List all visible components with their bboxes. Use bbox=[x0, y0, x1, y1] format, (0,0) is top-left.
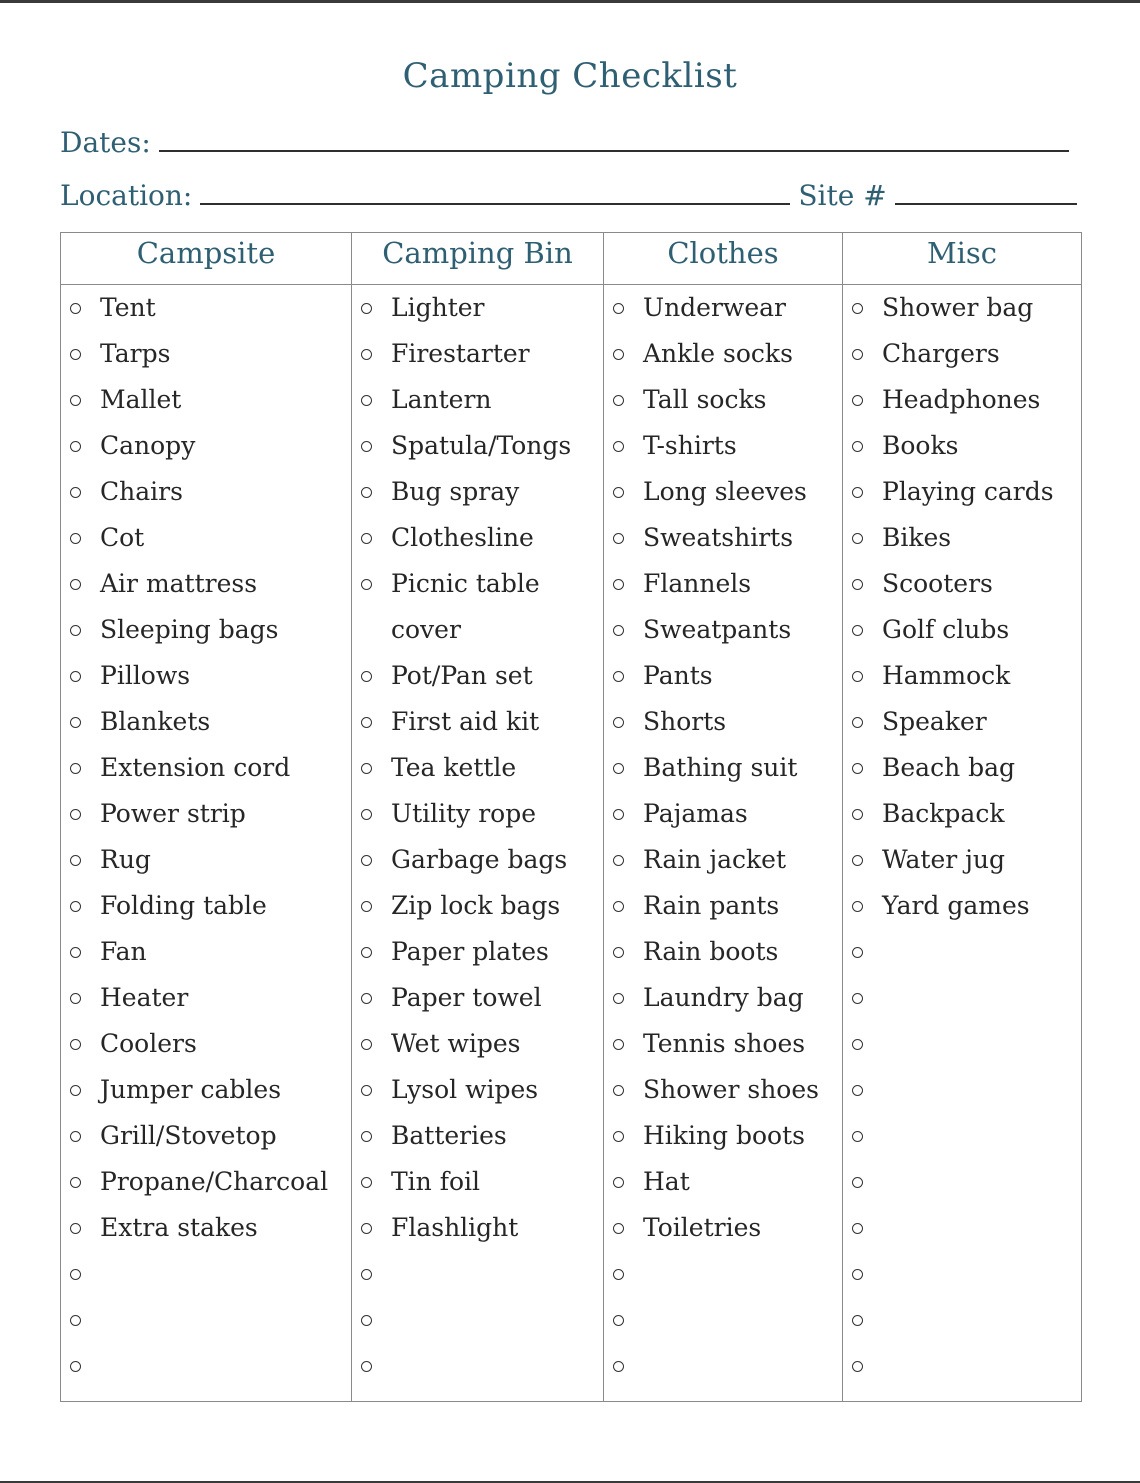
checklist-item[interactable] bbox=[604, 699, 842, 745]
checkbox-circle-icon[interactable] bbox=[70, 671, 81, 682]
checkbox-circle-icon[interactable] bbox=[613, 441, 624, 452]
checkbox-circle-icon[interactable] bbox=[361, 1269, 372, 1280]
checklist-item-label: Lighter bbox=[391, 293, 485, 322]
checklist-item-label: Bikes bbox=[882, 523, 952, 552]
checklist-item-label: Golf clubs bbox=[882, 615, 1010, 644]
checklist-item-label: Tall socks bbox=[643, 385, 767, 414]
checkbox-circle-icon[interactable] bbox=[613, 625, 624, 636]
checklist-item-label: Pillows bbox=[100, 661, 191, 690]
checkbox-circle-icon[interactable] bbox=[361, 1085, 372, 1096]
checkbox-circle-icon[interactable] bbox=[613, 901, 624, 912]
checklist-item[interactable] bbox=[61, 561, 351, 607]
checkbox-circle-icon[interactable] bbox=[361, 717, 372, 728]
checkbox-circle-icon[interactable] bbox=[361, 487, 372, 498]
checklist-item-label: Clothesline bbox=[391, 523, 534, 552]
checklist-item[interactable] bbox=[843, 469, 1081, 515]
checklist-item[interactable] bbox=[843, 653, 1081, 699]
site-fill-line[interactable] bbox=[895, 181, 1077, 205]
checklist-item-label: Folding table bbox=[100, 891, 267, 920]
location-label: Location: bbox=[60, 179, 193, 212]
site-label: Site # bbox=[798, 179, 887, 212]
checklist-item[interactable] bbox=[61, 423, 351, 469]
checkbox-circle-icon[interactable] bbox=[852, 1039, 863, 1050]
checklist-item-label: Batteries bbox=[391, 1121, 507, 1150]
checklist-item[interactable] bbox=[61, 883, 351, 929]
checkbox-circle-icon[interactable] bbox=[852, 763, 863, 774]
checkbox-circle-icon[interactable] bbox=[852, 395, 863, 406]
checkbox-circle-icon[interactable] bbox=[70, 1361, 81, 1372]
checklist-item[interactable] bbox=[604, 745, 842, 791]
checkbox-circle-icon[interactable] bbox=[361, 763, 372, 774]
checklist-item[interactable] bbox=[352, 1159, 603, 1205]
checkbox-circle-icon[interactable] bbox=[70, 533, 81, 544]
checkbox-circle-icon[interactable] bbox=[70, 1223, 81, 1234]
checklist-item[interactable] bbox=[61, 469, 351, 515]
checklist-item-label: Garbage bags bbox=[391, 845, 568, 874]
checklist-item-label: Tin foil bbox=[391, 1167, 481, 1196]
checkbox-circle-icon[interactable] bbox=[361, 855, 372, 866]
checklist-item-label: Playing cards bbox=[882, 477, 1054, 506]
checkbox-circle-icon[interactable] bbox=[70, 441, 81, 452]
checklist-item[interactable] bbox=[352, 883, 603, 929]
checklist-item-label: Shower shoes bbox=[643, 1075, 819, 1104]
checklist-item[interactable] bbox=[352, 1297, 603, 1343]
checklist-item-label: Pot/Pan set bbox=[391, 661, 533, 690]
checklist-item[interactable] bbox=[61, 377, 351, 423]
checkbox-circle-icon[interactable] bbox=[852, 533, 863, 544]
checkbox-circle-icon[interactable] bbox=[70, 1315, 81, 1326]
checkbox-circle-icon[interactable] bbox=[70, 993, 81, 1004]
checkbox-circle-icon[interactable] bbox=[852, 625, 863, 636]
checklist-item[interactable] bbox=[604, 1067, 842, 1113]
checklist-item-label: Fan bbox=[100, 937, 147, 966]
checkbox-circle-icon[interactable] bbox=[613, 1039, 624, 1050]
checklist-item-label: Shower bag bbox=[882, 293, 1034, 322]
checklist-item-label: Underwear bbox=[643, 293, 786, 322]
checklist-item[interactable] bbox=[352, 1205, 603, 1251]
checklist-item[interactable] bbox=[843, 607, 1081, 653]
checklist-item[interactable] bbox=[352, 975, 603, 1021]
column-campsite bbox=[61, 233, 351, 1401]
checklist-item-label: Zip lock bags bbox=[391, 891, 561, 920]
checklist-item-label: Beach bag bbox=[882, 753, 1016, 782]
checklist-item[interactable] bbox=[352, 607, 603, 653]
checkbox-circle-icon[interactable] bbox=[70, 579, 81, 590]
checkbox-circle-icon[interactable] bbox=[613, 993, 624, 1004]
checklist-item-label: Speaker bbox=[882, 707, 987, 736]
checkbox-circle-icon[interactable] bbox=[70, 855, 81, 866]
checklist-item[interactable] bbox=[843, 1113, 1081, 1159]
checklist-item-label: Hammock bbox=[882, 661, 1011, 690]
checkbox-circle-icon[interactable] bbox=[613, 1131, 624, 1142]
checkbox-circle-icon[interactable] bbox=[361, 1361, 372, 1372]
checklist-item[interactable] bbox=[843, 929, 1081, 975]
checklist-item[interactable] bbox=[604, 1159, 842, 1205]
checklist-item-label: Firestarter bbox=[391, 339, 530, 368]
checklist-item[interactable] bbox=[352, 285, 603, 331]
checklist-item[interactable] bbox=[843, 1205, 1081, 1251]
checkbox-circle-icon[interactable] bbox=[613, 303, 624, 314]
checkbox-circle-icon[interactable] bbox=[852, 1361, 863, 1372]
checklist-item[interactable] bbox=[352, 1251, 603, 1297]
checkbox-circle-icon[interactable] bbox=[852, 947, 863, 958]
checklist-item[interactable] bbox=[843, 975, 1081, 1021]
checklist-item[interactable] bbox=[604, 1343, 842, 1389]
checkbox-circle-icon[interactable] bbox=[361, 1223, 372, 1234]
checklist-item[interactable] bbox=[61, 331, 351, 377]
checklist-table bbox=[60, 232, 1082, 1402]
checklist-item[interactable] bbox=[604, 515, 842, 561]
checklist-item[interactable] bbox=[843, 745, 1081, 791]
checklist-item[interactable] bbox=[604, 653, 842, 699]
checkbox-circle-icon[interactable] bbox=[613, 1085, 624, 1096]
checkbox-circle-icon[interactable] bbox=[613, 947, 624, 958]
checklist-item[interactable] bbox=[352, 699, 603, 745]
checklist-item-label: Books bbox=[882, 431, 959, 460]
checklist-item-label: Rain jacket bbox=[643, 845, 786, 874]
checkbox-circle-icon[interactable] bbox=[613, 717, 624, 728]
checklist-item-label: Rain pants bbox=[643, 891, 780, 920]
checklist-item-label: Headphones bbox=[882, 385, 1041, 414]
checklist-item[interactable] bbox=[604, 285, 842, 331]
checklist-item-label: Lysol wipes bbox=[391, 1075, 539, 1104]
checklist-item-label: Pants bbox=[643, 661, 713, 690]
checklist-item-label: Picnic table bbox=[391, 569, 540, 598]
checklist-item[interactable] bbox=[352, 469, 603, 515]
checkbox-circle-icon[interactable] bbox=[361, 993, 372, 1004]
checklist-item[interactable] bbox=[843, 837, 1081, 883]
checklist-item-label: Bathing suit bbox=[643, 753, 798, 782]
checklist-item[interactable] bbox=[61, 745, 351, 791]
checklist-item-label: Sweatshirts bbox=[643, 523, 794, 552]
checkbox-circle-icon[interactable] bbox=[852, 487, 863, 498]
checklist-item-label: Blankets bbox=[100, 707, 211, 736]
checkbox-circle-icon[interactable] bbox=[70, 809, 81, 820]
checklist-item-label: cover bbox=[391, 615, 461, 644]
checkbox-circle-icon[interactable] bbox=[613, 349, 624, 360]
checklist-item-label: Flashlight bbox=[391, 1213, 519, 1242]
dates-field-row bbox=[60, 126, 1069, 159]
checklist-item[interactable] bbox=[352, 745, 603, 791]
checklist-item[interactable] bbox=[61, 791, 351, 837]
checkbox-circle-icon[interactable] bbox=[361, 947, 372, 958]
checklist-item[interactable] bbox=[843, 883, 1081, 929]
checkbox-circle-icon[interactable] bbox=[70, 625, 81, 636]
checkbox-circle-icon[interactable] bbox=[361, 809, 372, 820]
checklist-item[interactable] bbox=[61, 515, 351, 561]
checklist-item-label: Utility rope bbox=[391, 799, 537, 828]
checklist-item-label: Paper towel bbox=[391, 983, 542, 1012]
checkbox-circle-icon[interactable] bbox=[852, 809, 863, 820]
checkbox-circle-icon[interactable] bbox=[361, 349, 372, 360]
checklist-items bbox=[604, 285, 842, 1389]
checklist-item[interactable] bbox=[604, 837, 842, 883]
checkbox-circle-icon[interactable] bbox=[361, 901, 372, 912]
checklist-item[interactable] bbox=[61, 1205, 351, 1251]
checkbox-circle-icon[interactable] bbox=[70, 349, 81, 360]
checkbox-circle-icon[interactable] bbox=[613, 395, 624, 406]
checkbox-circle-icon[interactable] bbox=[852, 579, 863, 590]
checkbox-circle-icon[interactable] bbox=[613, 1315, 624, 1326]
checklist-item[interactable] bbox=[604, 929, 842, 975]
checkbox-circle-icon[interactable] bbox=[361, 303, 372, 314]
checklist-item[interactable] bbox=[843, 1251, 1081, 1297]
checklist-item[interactable] bbox=[352, 1343, 603, 1389]
checklist-item[interactable] bbox=[604, 1021, 842, 1067]
checklist-item-label: Sweatpants bbox=[643, 615, 792, 644]
checklist-item[interactable] bbox=[604, 423, 842, 469]
checklist-item-label: Paper plates bbox=[391, 937, 549, 966]
checklist-item[interactable] bbox=[352, 1021, 603, 1067]
checklist-item[interactable] bbox=[61, 1067, 351, 1113]
checklist-item[interactable] bbox=[352, 837, 603, 883]
checklist-item[interactable] bbox=[352, 515, 603, 561]
checkbox-circle-icon[interactable] bbox=[361, 441, 372, 452]
checkbox-circle-icon[interactable] bbox=[852, 1315, 863, 1326]
checklist-item-label: Rain boots bbox=[643, 937, 779, 966]
checklist-item[interactable] bbox=[61, 607, 351, 653]
checkbox-circle-icon[interactable] bbox=[852, 303, 863, 314]
checklist-item[interactable] bbox=[61, 1113, 351, 1159]
checklist-item[interactable] bbox=[604, 331, 842, 377]
checkbox-circle-icon[interactable] bbox=[852, 1269, 863, 1280]
checklist-items bbox=[843, 285, 1081, 1389]
checklist-item-label: Jumper cables bbox=[100, 1075, 282, 1104]
checkbox-circle-icon[interactable] bbox=[613, 1361, 624, 1372]
checkbox-circle-icon[interactable] bbox=[613, 579, 624, 590]
checkbox-circle-icon[interactable] bbox=[613, 1269, 624, 1280]
checkbox-circle-icon[interactable] bbox=[361, 1315, 372, 1326]
checkbox-circle-icon[interactable] bbox=[361, 1039, 372, 1050]
checklist-item[interactable] bbox=[843, 285, 1081, 331]
page-title: Camping Checklist bbox=[402, 56, 738, 96]
checklist-item-label: Coolers bbox=[100, 1029, 197, 1058]
site-field bbox=[798, 179, 1084, 212]
checklist-item-label: Flannels bbox=[643, 569, 752, 598]
checklist-item-label: Yard games bbox=[882, 891, 1030, 920]
checklist-item-label: Heater bbox=[100, 983, 189, 1012]
checklist-item[interactable] bbox=[61, 929, 351, 975]
dates-fill-line[interactable] bbox=[159, 128, 1069, 152]
column-header: Campsite bbox=[61, 233, 351, 285]
checklist-item-label: Toiletries bbox=[643, 1213, 762, 1242]
checklist-item[interactable] bbox=[843, 1067, 1081, 1113]
checkbox-circle-icon[interactable] bbox=[852, 1177, 863, 1188]
checkbox-circle-icon[interactable] bbox=[852, 441, 863, 452]
checkbox-circle-icon[interactable] bbox=[361, 1131, 372, 1142]
checklist-item[interactable] bbox=[61, 837, 351, 883]
checklist-item[interactable] bbox=[352, 331, 603, 377]
checkbox-circle-icon[interactable] bbox=[852, 901, 863, 912]
checklist-item[interactable] bbox=[604, 561, 842, 607]
checklist-item[interactable] bbox=[604, 377, 842, 423]
checklist-item[interactable] bbox=[604, 469, 842, 515]
checklist-item-label: Tarps bbox=[100, 339, 171, 368]
checkbox-circle-icon[interactable] bbox=[613, 855, 624, 866]
column-clothes bbox=[603, 233, 842, 1401]
checklist-item[interactable] bbox=[352, 561, 603, 607]
checklist-item-label: Bug spray bbox=[391, 477, 520, 506]
checkbox-circle-icon[interactable] bbox=[70, 1085, 81, 1096]
checkbox-circle-icon[interactable] bbox=[613, 1177, 624, 1188]
checkbox-circle-icon[interactable] bbox=[70, 487, 81, 498]
checklist-item-label: Lantern bbox=[391, 385, 492, 414]
checklist-item-label: Pajamas bbox=[643, 799, 748, 828]
checklist-item-label: Tea kettle bbox=[391, 753, 517, 782]
checkbox-circle-icon[interactable] bbox=[361, 671, 372, 682]
checkbox-circle-icon[interactable] bbox=[852, 349, 863, 360]
checklist-item[interactable] bbox=[604, 1251, 842, 1297]
checklist-item-label: Extra stakes bbox=[100, 1213, 258, 1242]
checkbox-circle-icon[interactable] bbox=[613, 809, 624, 820]
checklist-item-label: Cot bbox=[100, 523, 145, 552]
checkbox-circle-icon[interactable] bbox=[361, 579, 372, 590]
checklist-item-label: Long sleeves bbox=[643, 477, 807, 506]
checklist-item[interactable] bbox=[61, 1297, 351, 1343]
checkbox-circle-icon[interactable] bbox=[70, 1131, 81, 1142]
checklist-item-label: Air mattress bbox=[100, 569, 258, 598]
checklist-item[interactable] bbox=[61, 1159, 351, 1205]
checklist-item[interactable] bbox=[843, 1021, 1081, 1067]
checklist-item-label: Ankle socks bbox=[643, 339, 793, 368]
checkbox-circle-icon[interactable] bbox=[852, 993, 863, 1004]
checklist-items bbox=[352, 285, 603, 1389]
checklist-item[interactable] bbox=[843, 331, 1081, 377]
checklist-item[interactable] bbox=[604, 607, 842, 653]
checklist-item-label: Chargers bbox=[882, 339, 1000, 368]
location-field-row bbox=[60, 179, 1085, 212]
checklist-item-label: Hat bbox=[643, 1167, 690, 1196]
checklist-items bbox=[61, 285, 351, 1389]
checklist-item[interactable] bbox=[61, 1251, 351, 1297]
checklist-item[interactable] bbox=[843, 377, 1081, 423]
column-camping-bin bbox=[351, 233, 603, 1401]
checklist-item[interactable] bbox=[843, 1159, 1081, 1205]
checklist-item[interactable] bbox=[61, 1343, 351, 1389]
checklist-item-label: Shorts bbox=[643, 707, 727, 736]
checkbox-circle-icon[interactable] bbox=[852, 1085, 863, 1096]
checklist-item[interactable] bbox=[604, 791, 842, 837]
checklist-item[interactable] bbox=[843, 699, 1081, 745]
checklist-item[interactable] bbox=[61, 285, 351, 331]
checklist-item[interactable] bbox=[352, 653, 603, 699]
checklist-item[interactable] bbox=[843, 423, 1081, 469]
column-header: Camping Bin bbox=[352, 233, 603, 285]
checklist-item[interactable] bbox=[604, 883, 842, 929]
checklist-item[interactable] bbox=[843, 1343, 1081, 1389]
checkbox-circle-icon[interactable] bbox=[70, 395, 81, 406]
checklist-item[interactable] bbox=[352, 1113, 603, 1159]
checklist-item-label: T-shirts bbox=[643, 431, 737, 460]
checklist-item[interactable] bbox=[604, 1205, 842, 1251]
checklist-item[interactable] bbox=[843, 791, 1081, 837]
checkbox-circle-icon[interactable] bbox=[852, 855, 863, 866]
column-misc bbox=[842, 233, 1081, 1401]
checklist-item-label: First aid kit bbox=[391, 707, 540, 736]
checklist-item[interactable] bbox=[843, 1297, 1081, 1343]
checklist-item[interactable] bbox=[352, 791, 603, 837]
checklist-item-label: Power strip bbox=[100, 799, 246, 828]
checkbox-circle-icon[interactable] bbox=[613, 1223, 624, 1234]
checkbox-circle-icon[interactable] bbox=[361, 395, 372, 406]
top-border bbox=[0, 0, 1140, 3]
checklist-item[interactable] bbox=[604, 1113, 842, 1159]
checkbox-circle-icon[interactable] bbox=[70, 717, 81, 728]
checklist-item-label: Mallet bbox=[100, 385, 182, 414]
checkbox-circle-icon[interactable] bbox=[852, 717, 863, 728]
checkbox-circle-icon[interactable] bbox=[852, 671, 863, 682]
checklist-item-label: Laundry bag bbox=[643, 983, 804, 1012]
checkbox-circle-icon[interactable] bbox=[613, 763, 624, 774]
checklist-item-label: Spatula/Tongs bbox=[391, 431, 572, 460]
checklist-item[interactable] bbox=[61, 699, 351, 745]
checklist-item-label: Chairs bbox=[100, 477, 183, 506]
checkbox-circle-icon[interactable] bbox=[852, 1131, 863, 1142]
checklist-item-label: Extension cord bbox=[100, 753, 291, 782]
checkbox-circle-icon[interactable] bbox=[70, 1269, 81, 1280]
checkbox-circle-icon[interactable] bbox=[852, 1223, 863, 1234]
checklist-item[interactable] bbox=[604, 975, 842, 1021]
checklist-item-label: Water jug bbox=[882, 845, 1006, 874]
checkbox-circle-icon[interactable] bbox=[613, 533, 624, 544]
checkbox-circle-icon[interactable] bbox=[70, 1039, 81, 1050]
checklist-item-label: Grill/Stovetop bbox=[100, 1121, 277, 1150]
checklist-item-label: Scooters bbox=[882, 569, 993, 598]
checkbox-circle-icon[interactable] bbox=[361, 1177, 372, 1188]
checkbox-circle-icon[interactable] bbox=[70, 901, 81, 912]
checkbox-circle-icon[interactable] bbox=[70, 763, 81, 774]
checkbox-circle-icon[interactable] bbox=[361, 533, 372, 544]
checkbox-circle-icon[interactable] bbox=[70, 303, 81, 314]
checklist-item-label: Tennis shoes bbox=[643, 1029, 806, 1058]
checkbox-circle-icon[interactable] bbox=[613, 671, 624, 682]
checklist-item-label: Sleeping bags bbox=[100, 615, 279, 644]
dates-label: Dates: bbox=[60, 126, 151, 159]
checklist-item[interactable] bbox=[352, 377, 603, 423]
checklist-item[interactable] bbox=[352, 423, 603, 469]
checklist-item-label: Tent bbox=[100, 293, 156, 322]
checklist-item[interactable] bbox=[604, 1297, 842, 1343]
checklist-item-label: Wet wipes bbox=[391, 1029, 521, 1058]
checklist-item-label: Canopy bbox=[100, 431, 196, 460]
checklist-item[interactable] bbox=[352, 1067, 603, 1113]
checklist-item-label: Hiking boots bbox=[643, 1121, 805, 1150]
checkbox-circle-icon[interactable] bbox=[613, 487, 624, 498]
location-fill-line[interactable] bbox=[200, 181, 790, 205]
checkbox-circle-icon[interactable] bbox=[70, 1177, 81, 1188]
checklist-item[interactable] bbox=[61, 1021, 351, 1067]
checklist-item[interactable] bbox=[843, 561, 1081, 607]
checklist-item[interactable] bbox=[61, 653, 351, 699]
checklist-item[interactable] bbox=[843, 515, 1081, 561]
checkbox-circle-icon[interactable] bbox=[70, 947, 81, 958]
checklist-item-label: Backpack bbox=[882, 799, 1005, 828]
checklist-item[interactable] bbox=[61, 975, 351, 1021]
checklist-item[interactable] bbox=[352, 929, 603, 975]
checklist-item-label: Propane/Charcoal bbox=[100, 1167, 329, 1196]
column-header: Clothes bbox=[604, 233, 842, 285]
checklist-item-label: Rug bbox=[100, 845, 151, 874]
column-header: Misc bbox=[843, 233, 1081, 285]
